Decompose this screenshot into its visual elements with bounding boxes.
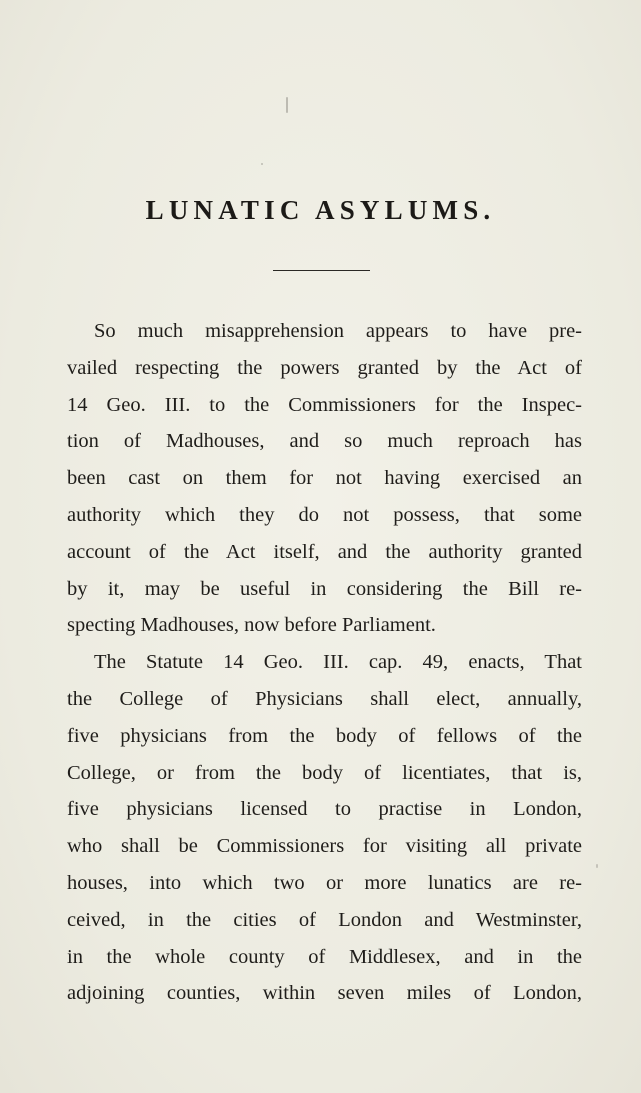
text-line: ceived, in the cities of London and Westminster, <box>67 908 582 931</box>
paragraph <box>67 644 582 1012</box>
text-line: College, or from the body of licentiates, that is, <box>67 761 582 784</box>
text-line: five physicians licensed to practise in London, <box>67 798 582 821</box>
text-line: authority which they do not possess, that some <box>67 503 582 526</box>
page-mark <box>261 163 263 165</box>
text-line: five physicians from the body of fellows of the <box>67 724 582 747</box>
text-line: So much misapprehension appears to have pre- <box>94 320 582 342</box>
text-line: houses, into which two or more lunatics are re- <box>67 871 582 894</box>
text-line: tion of Madhouses, and so much reproach has <box>67 430 582 453</box>
text-line: in the whole county of Middlesex, and in the <box>67 945 582 968</box>
text-line: account of the Act itself, and the authority granted <box>67 540 582 563</box>
text-line: 14 Geo. III. to the Commissioners for the Inspec- <box>67 393 582 416</box>
text-line: who shall be Commissioners for visiting all private <box>67 835 582 858</box>
text-line: by it, may be useful in considering the Bill re- <box>67 577 582 600</box>
text-line: adjoining counties, within seven miles of London, <box>67 982 582 1005</box>
text-line: vailed respecting the powers granted by the Act of <box>67 356 582 379</box>
text-line: The Statute 14 Geo. III. cap. 49, enacts, That <box>94 651 582 674</box>
text-line: been cast on them for not having exercised an <box>67 467 582 490</box>
title-divider <box>273 270 370 271</box>
page-title: LUNATIC ASYLUMS. <box>145 195 496 225</box>
text-line: the College of Physicians shall elect, annually, <box>67 687 582 710</box>
body-text <box>67 313 582 1012</box>
paragraph <box>67 313 582 644</box>
page-mark <box>596 864 598 868</box>
text-line: specting Madhouses, now before Parliament. <box>67 614 436 637</box>
page-mark <box>286 97 288 113</box>
